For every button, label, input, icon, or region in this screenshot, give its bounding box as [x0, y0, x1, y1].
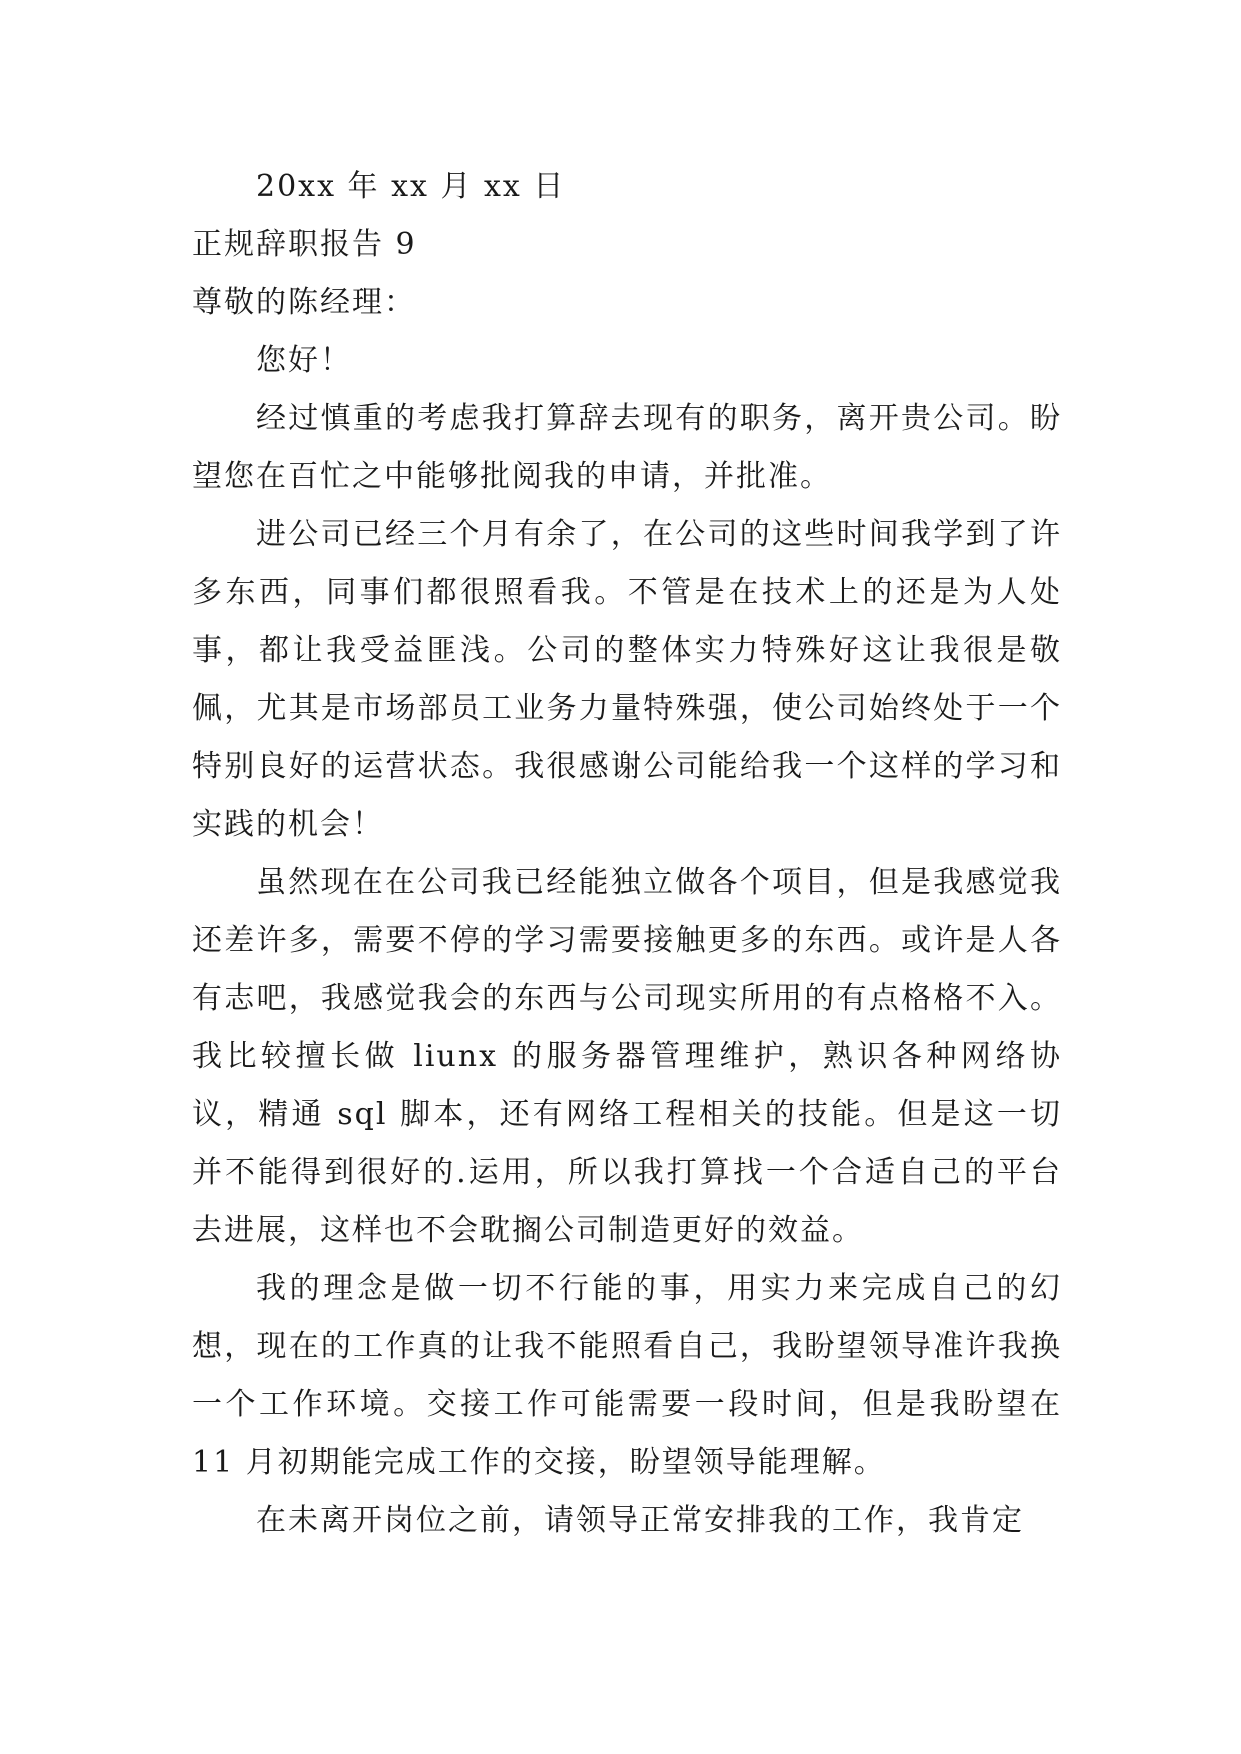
body-paragraph-2: 进公司已经三个月有余了，在公司的这些时间我学到了许多东西，同事们都很照看我。不管是在技术上的还是为人处事，都让我受益匪浅。公司的整体实力特殊好这让我很是敬佩，尤其是市场部员工业务力量特殊强，使公司始终处于一个特别良好的运营状态。我很感谢公司能给我一个这样的学习和实践的机会！: [192, 517, 1062, 842]
salutation: 尊敬的陈经理：: [192, 285, 416, 320]
body-paragraph-3: 虽然现在在公司我已经能独立做各个项目，但是我感觉我还差许多，需要不停的学习需要接触更多的东西。或许是人各有志吧，我感觉我会的东西与公司现实所用的有点格格不入。我比较擅长做 liunx 的服务器管理维护，熟识各种网络协议，精通 sql 脚本，还有网络工程相关的技能。但是这一切并不能得到很好的.运用，所以我打算找一个合适自己的平台去进展，这样也不会耽搁公司制造更好的效益。: [192, 865, 1062, 1248]
body-paragraph-5: 在未离开岗位之前，请领导正常安排我的工作，我肯定: [256, 1503, 1024, 1538]
greeting: 您好！: [256, 343, 352, 378]
date-line: 20xx 年 xx 月 xx 日: [256, 169, 566, 204]
body-paragraph-1: 经过慎重的考虑我打算辞去现有的职务，离开贵公司。盼望您在百忙之中能够批阅我的申请，并批准。: [192, 401, 1062, 494]
body-paragraph-4: 我的理念是做一切不行能的事，用实力来完成自己的幻想，现在的工作真的让我不能照看自己，我盼望领导准许我换一个工作环境。交接工作可能需要一段时间，但是我盼望在 11 月初期能完成工作的交接，盼望领导能理解。: [192, 1271, 1062, 1480]
document-title: 正规辞职报告 9: [192, 227, 417, 262]
document-page: [192, 158, 1062, 1550]
